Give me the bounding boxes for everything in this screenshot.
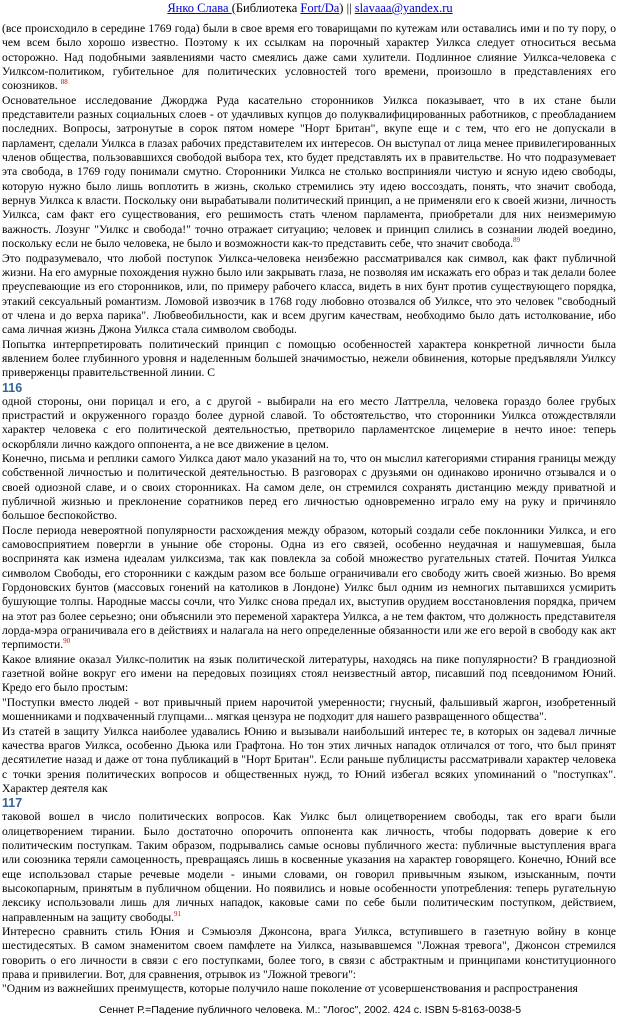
page-header [0, 0, 620, 16]
author-link[interactable]: Янко Слава [167, 1, 232, 15]
footnote-ref[interactable]: 91 [174, 909, 182, 918]
paragraph: (все происходило в середине 1769 года) были в свое время его товарищами по кутежам или оставались ими и по ту пору, о чем всем было хорошо известно. Поэтому к их ссылкам на порочный характер Уилкса следует относиться весьма осторожно. Над подобными заявлениями часто смеялись даже сами хулители. Подлинное слияние Уилкса-человека с Уилксом-политиком, губительное для политических условностей того времени, произошло в представлениях его союзников. $^{88}$ [2, 22, 616, 93]
page-number-117: 117 [2, 796, 23, 811]
paragraph: После периода невероятной популярности расхождения между образом, который создали себе поклонники Уилкса, и его самовосприятием повергли в уныние обе стороны. Одна из его связей, особенно неудачная и нашумевшая, была воспринята как измена идеалам уилксизма, так как повлекла за собой множество ругательных статей. Почитая Уилкса символом Свободы, его сторонники с каждым разом все больше ограничивали его свободу жить своей жизнью. Во время Гордоновских бунтов (массовых гонений на католиков в Лондоне) Уилкс был одним из немногих пытавшихся усмирить бушующие толпы. Народные массы сочли, что Уилкс снова предал их, выступив орудием восстановления порядка, причем на этот раз более серьезно; они объяснили это переменой характера Уилкса, а не тем фактом, что должность представителя лорда-мэра ограничивала его в действиях и налагала на него определенные обязанности или же его верой в свободу как акт терпимости.$^{90}$ [2, 523, 616, 652]
footnote-ref[interactable]: 89 [513, 236, 521, 245]
paragraph: таковой вошел в число политических вопросов. Как Уилкс был олицетворением свободы, так его враги были олицетворением тирании. Было достаточно опорочить оппонента как личность, чтобы подорвать доверие к его политическим поступкам. Таким образом, подрывались самые основы публичного жеста: публичные выступления врага или союзника теряли самоценность, превращаясь лишь в косвенные указания на характер говорящего. Конечно, Юний все еще использовал старые речевые модели - иными словами, он говорил привычным языком, изысканным, почти высокопарным, принятым в публичном общении. Но появились и новые особенности употребления: теперь ругательную лексику использовали лишь для личных нападок, каковые сами по себе были политическим поступком, действием, направленным на защиту свободы.$^{91}$ [2, 810, 616, 924]
library-close-text: ) || [339, 1, 355, 15]
footnote-ref[interactable]: 90 [63, 637, 71, 646]
quote-paragraph: "Одним из важнейших преимуществ, которые получило наше поколение от усовершенствования и распространения [2, 982, 578, 996]
email-link[interactable]: slavaaa@yandex.ru [354, 1, 453, 15]
paragraph: одной стороны, они порицал и его, а с другой - выбирали на его место Латтрелла, человека гораздо более грубых пристрастий и окруженного гораздо более дурной славой. То обстоятельство, что сторонники Уилкса отождествляли характер человека с его политической деятельностью, претворило парламентское лицемерие в нечто иное: теперь оскорбляли лично каждого оппонента, а не все движение в целом. [2, 394, 616, 451]
library-open-text: (Библиотека [231, 1, 301, 15]
page-footer: Сеннет Р.=Падение публичного человека. М.: "Логос", 2002. 424 с. ISBN 5-8163-0038-5 [98, 1004, 522, 1016]
quote-paragraph: "Поступки вместо людей - вот привычный прием нарочитой умеренности; гнусный, фальшивый жаргон, изобретенный мошенниками и подхваченный глупцами... мягкая цензура не подходит для нашего развращенного общества". [2, 695, 616, 724]
paragraph: Какое влияние оказал Уилкс-политик на язык политической литературы, находясь на пике популярности? В грандиозной газетной войне вокруг его имени на передовых позициях стоял неизвестный автор, писавший под псевдонимом Юний. Кредо его было простым: [2, 652, 616, 695]
footnote-ref[interactable]: 88 [60, 78, 68, 87]
paragraph: Конечно, письма и реплики самого Уилкса дают мало указаний на то, что он мыслил категориями стирания границы между собственной личностью и политической деятельностью. В разговорах с друзьями он одинаково иронично отзывался и о своей одиозной славе, и о своих сторонниках. На самом деле, он стремился сохранять дистанцию между приватной и публичной жизнью и преклонение соратников перед его личностью одновременно играло ему на руку и причиняло большое беспокойство. [2, 451, 616, 523]
document-body [2, 22, 616, 997]
page-number-116: 116 [2, 380, 23, 395]
fortda-link[interactable]: Fort/Da [300, 1, 340, 15]
paragraph: Это подразумевало, что любой поступок Уилкса-человека неизбежно рассматривался как символ, как факт публичной жизни. На его амурные похождения нужно было или закрывать глаза, не позволяя им искажать его образ и так делали более преуспевающие из его сторонников, или, по примеру рабочего класса, видеть в них бунт против существующего порядка, этакий сексуальный романтизм. Ломовой извозчик в 1768 году любовно отозвался об Уилксе, что это человек "свободный от члена и до верха парика". Любвеобильности, как и всем другим качествам, необходимо было дать истолкование, ибо сама личная жизнь Джона Уилкса стала символом свободы. [2, 251, 616, 337]
paragraph: Основательное исследование Джорджа Руда касательно сторонников Уилкса показывает, что в их стане были представители разных социальных слоев - от удачливых купцов до полуквалифицированных работников, с преобладанием последних. Вопросы, затронутые в сорок пятом номере "Норт Британ", вкупе еще и с тем, что его не допускали в парламент, сделали Уилкса в глазах рабочих представителем их интересов. Он выступал от лица менее привилегированных членов общества, пользовавшихся свободой выбора тех, кто будет представлять их в правительстве. Но что подразумевает эта свобода, в 1769 году понимали смутно. Сторонники Уилкса не столько воспринияли чистую и ясную идею свободы, которую нужно было лишь воплотить в жизнь, сколько стремились эту идею воссоздать, понять, что значит свобода, вернув Уилкса к власти. Поскольку они вырабатывали политический принцип, а не применяли его к своей жизни, личность Уилкса, сам факт его существования, его решимость стать членом парламента, приобретали для них неизмеримую важность. Лозунг "Уилкс и свобода!" точно отражает ситуацию; человек и принцип слились в сознании людей воедино, поскольку если не было человека, не было и возможности как-то представить себе, что значит свобода.$^{89}$ [2, 93, 616, 251]
paragraph: Попытка интерпретировать политический принцип с помощью особенностей характера конкретной личности была явлением более глубинного уровня и наделенным большей значимостью, нежели обвинения, которые предъявляли Уилксу приверженцы правительственной линии. С [2, 337, 616, 380]
paragraph: Из статей в защиту Уилкса наиболее удавались Юнию и вызывали наибольший интерес те, в которых он задевал личные качества врагов Уилкса, особенно Дьюка или Графтона. Но тон этих личных нападок отличался от того, что был принят десятилетие назад и даже от тона публикаций в "Норт Британ". Если раньше публицисты рассматривали характер человека с точки зрения политических вопросов и общественных нужд, то Юний избегал всяких упоминаний о "поступках". Характер деятеля как [2, 724, 616, 795]
paragraph: Интересно сравнить стиль Юния и Сэмьюэля Джонсона, врага Уилкса, вступившего в газетную войну в конце шестидесятых. В самом знаменитом своем памфлете на Уилкса, называвшемся "Ложная тревога", Джонсон стремился говорить о его личности в связи с его поступками, более того, в связи с абстрактным и принципами конституционного права и привилегии. Вот, для сравнения, отрывок из "Ложной тревоги": [2, 924, 616, 981]
